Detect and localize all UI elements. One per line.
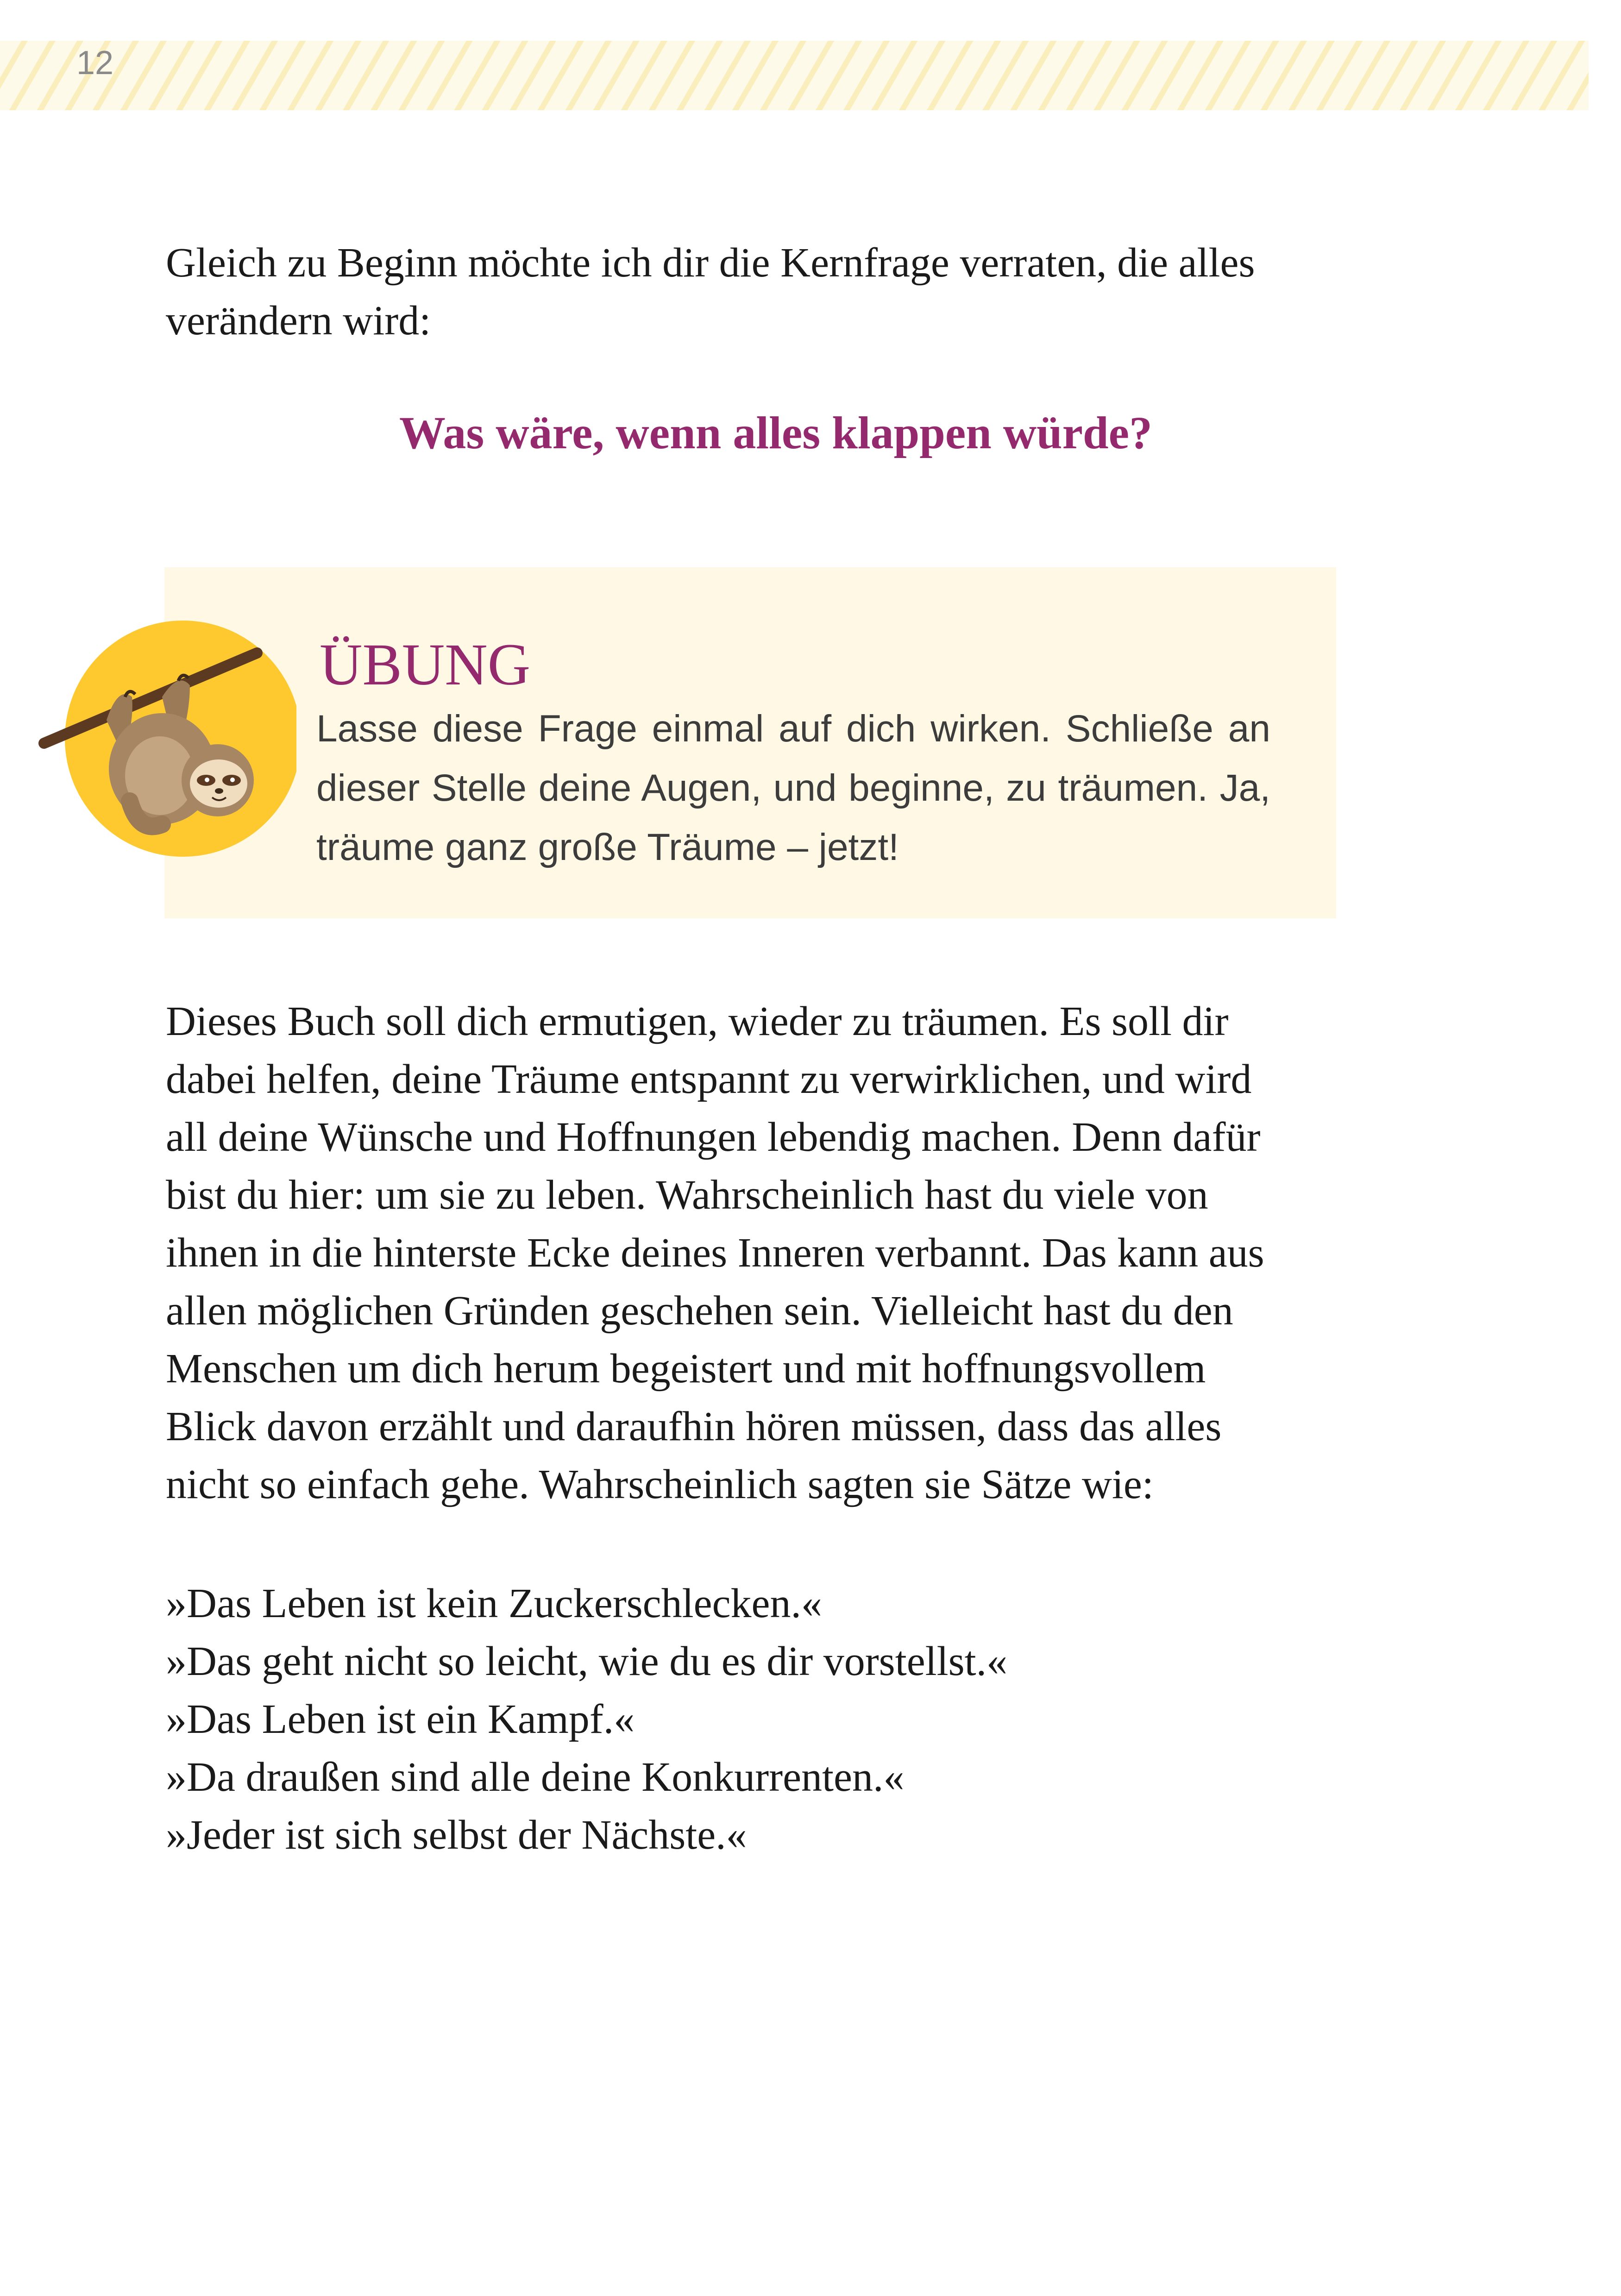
body-line: all deine Wünsche und Hoffnungen lebendig machen. Denn dafür [166, 1114, 1261, 1160]
body-line: nicht so einfach gehe. Wahrscheinlich sagten sie Sätze wie: [166, 1462, 1154, 1507]
page-number: 12 [76, 44, 114, 82]
header-stripe-band [0, 41, 1589, 110]
body-paragraph [166, 992, 1264, 1513]
body-line: allen möglichen Gründen geschehen sein. Vielleicht hast du den [166, 1288, 1233, 1334]
body-line: Dieses Buch soll dich ermutigen, wieder zu träumen. Es soll dir [166, 998, 1229, 1044]
body-line: ihnen in die hinterste Ecke deines Inneren verbannt. Das kann aus [166, 1230, 1264, 1276]
intro-line: Gleich zu Beginn möchte ich dir die Kernfrage verraten, die alles [166, 240, 1255, 286]
quote-item: »Das geht nicht so leicht, wie du es dir vorstellst.« [166, 1638, 1008, 1684]
quote-list [166, 1575, 1007, 1864]
intro-paragraph [166, 234, 1255, 350]
body-line: bist du hier: um sie zu leben. Wahrscheinlich hast du viele von [166, 1172, 1208, 1218]
exercise-title: ÜBUNG [320, 632, 531, 697]
body-line: Menschen um dich herum begeistert und mit hoffnungsvollem [166, 1346, 1206, 1392]
exercise-text: Lasse diese Frage einmal auf dich wirken. Schließe an dieser Stelle deine Augen, und beginne, zu träumen. Ja, träume ganz große Träume – jetzt! [316, 708, 1270, 868]
body-line: dabei helfen, deine Träume entspannt zu verwirklichen, und wird [166, 1056, 1252, 1102]
quote-item: »Das Leben ist kein Zuckerschlecken.« [166, 1581, 822, 1626]
core-question-heading: Was wäre, wenn alles klappen würde? [399, 407, 1153, 458]
intro-line: verändern wird: [166, 298, 431, 344]
sloth-icon [37, 616, 296, 861]
quote-item: »Jeder ist sich selbst der Nächste.« [166, 1812, 747, 1858]
body-line: Blick davon erzählt und daraufhin hören müssen, dass das alles [166, 1404, 1222, 1449]
quote-item: »Das Leben ist ein Kampf.« [166, 1696, 635, 1742]
quote-item: »Da draußen sind alle deine Konkurrenten.« [166, 1754, 905, 1800]
